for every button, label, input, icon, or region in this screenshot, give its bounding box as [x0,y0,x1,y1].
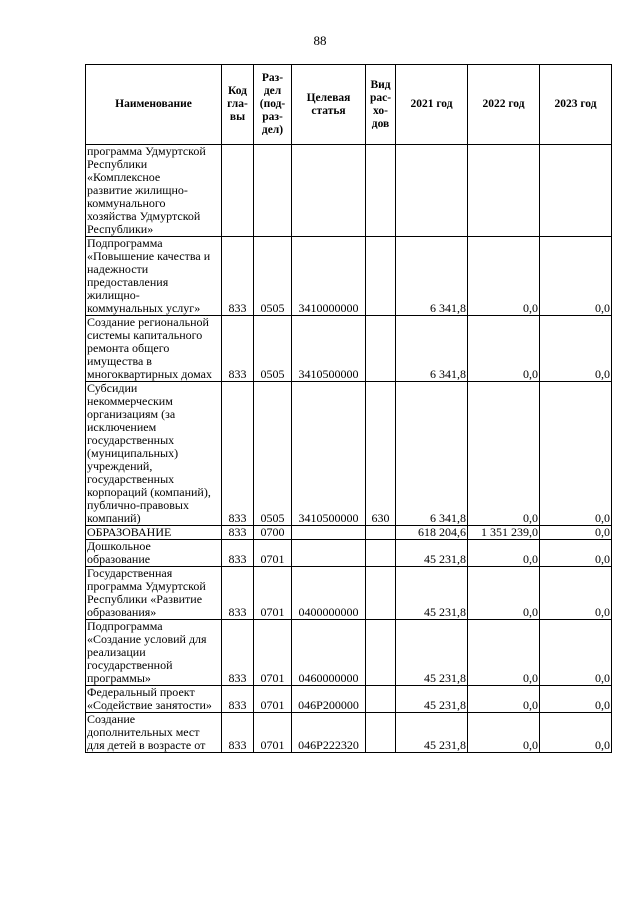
row-2021: 6 341,8 [396,237,468,316]
row-section: 0701 [254,713,292,753]
row-chapter [222,145,254,237]
row-2022: 0,0 [468,540,540,567]
table-row [86,686,612,713]
row-name: Подпрограмма «Создание условий для реализации государственной программы» [86,620,222,686]
row-2023: 0,0 [540,237,612,316]
row-section: 0701 [254,540,292,567]
row-2023: 0,0 [540,567,612,620]
row-section: 0701 [254,620,292,686]
row-2022: 0,0 [468,382,540,526]
header-expense-type: Вид рас- хо- дов [366,65,396,145]
row-2022 [468,145,540,237]
row-2022: 0,0 [468,713,540,753]
row-expense: 630 [366,382,396,526]
row-name: Дошкольное образование [86,540,222,567]
row-chapter: 833 [222,713,254,753]
header-2023: 2023 год [540,65,612,145]
row-expense [366,316,396,382]
row-section: 0505 [254,382,292,526]
row-expense [366,567,396,620]
row-name: Создание дополнительных мест для детей в возрасте от [86,713,222,753]
row-chapter: 833 [222,526,254,540]
row-name: Государственная программа Удмуртской Республики «Развитие образования» [86,567,222,620]
row-2023: 0,0 [540,686,612,713]
row-2023: 0,0 [540,382,612,526]
row-expense [366,526,396,540]
row-2021: 45 231,8 [396,620,468,686]
row-name: Создание региональной системы капитального ремонта общего имущества в многоквартирных домах [86,316,222,382]
row-expense [366,145,396,237]
row-2021: 45 231,8 [396,540,468,567]
row-2023: 0,0 [540,713,612,753]
table-row [86,145,612,237]
row-2023: 0,0 [540,540,612,567]
row-expense [366,620,396,686]
row-2021 [396,145,468,237]
row-section [254,145,292,237]
row-chapter: 833 [222,237,254,316]
row-section: 0505 [254,316,292,382]
row-expense [366,713,396,753]
header-2022: 2022 год [468,65,540,145]
header-name: Наименование [86,65,222,145]
row-2022: 0,0 [468,316,540,382]
header-chapter-code: Код гла- вы [222,65,254,145]
row-chapter: 833 [222,540,254,567]
row-2021: 6 341,8 [396,316,468,382]
row-name: Федеральный проект «Содействие занятости» [86,686,222,713]
table-row [86,620,612,686]
table-row [86,540,612,567]
row-chapter: 833 [222,620,254,686]
row-2022: 0,0 [468,237,540,316]
row-section: 0701 [254,567,292,620]
row-expense [366,540,396,567]
row-target: 3410000000 [292,237,366,316]
row-section: 0701 [254,686,292,713]
row-section: 0505 [254,237,292,316]
row-2021: 45 231,8 [396,567,468,620]
row-section: 0700 [254,526,292,540]
table-row [86,237,612,316]
table-row [86,526,612,540]
row-target [292,145,366,237]
row-2022: 0,0 [468,686,540,713]
row-name: Субсидии некоммерческим организациям (за исключением государственных (муниципальных) учреждений, государственных корпораций (компаний), публично-правовых компаний) [86,382,222,526]
row-2021: 618 204,6 [396,526,468,540]
row-expense [366,237,396,316]
row-2021: 45 231,8 [396,713,468,753]
row-expense [366,686,396,713]
row-2023: 0,0 [540,316,612,382]
row-target: 3410500000 [292,382,366,526]
row-name: ОБРАЗОВАНИЕ [86,526,222,540]
row-2023: 0,0 [540,620,612,686]
header-target-article: Целевая статья [292,65,366,145]
table-header-row [86,65,612,145]
table-row [86,713,612,753]
row-name: Подпрограмма «Повышение качества и надежности предоставления жилищно- коммунальных услуг» [86,237,222,316]
row-2023: 0,0 [540,526,612,540]
row-chapter: 833 [222,567,254,620]
row-chapter: 833 [222,316,254,382]
row-chapter: 833 [222,382,254,526]
table-row [86,316,612,382]
row-target [292,526,366,540]
row-target: 046P222320 [292,713,366,753]
row-2021: 45 231,8 [396,686,468,713]
row-2022: 1 351 239,0 [468,526,540,540]
row-target [292,540,366,567]
row-2021: 6 341,8 [396,382,468,526]
row-target: 0400000000 [292,567,366,620]
page-number: 88 [313,33,327,48]
table-row [86,567,612,620]
row-2022: 0,0 [468,620,540,686]
row-2022: 0,0 [468,567,540,620]
row-2023 [540,145,612,237]
header-2021: 2021 год [396,65,468,145]
row-target: 046P200000 [292,686,366,713]
row-target: 3410500000 [292,316,366,382]
row-chapter: 833 [222,686,254,713]
header-section: Раз- дел (под- раз- дел) [254,65,292,145]
row-name: программа Удмуртской Республики «Комплексное развитие жилищно- коммунального хозяйства Удмуртской Республики» [86,145,222,237]
row-target: 0460000000 [292,620,366,686]
table-row [86,382,612,526]
budget-table [85,64,612,753]
